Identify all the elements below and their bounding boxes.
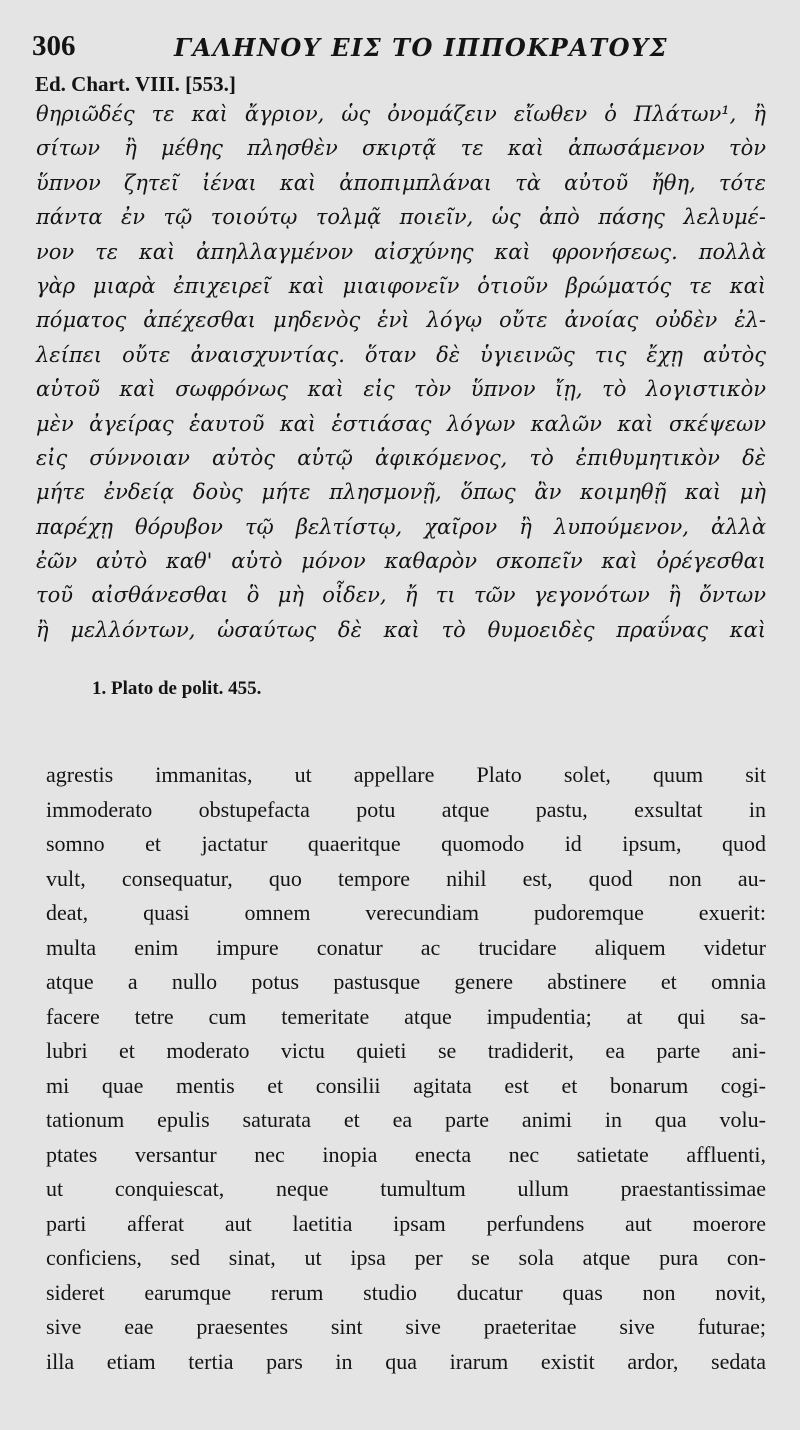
latin-line: sideret earumque rerum studio ducatur quas non novit, [46, 1279, 766, 1305]
greek-line: μήτε ἐνδείᾳ δοὺς μήτε πλησμονῇ, ὅπως ἂν κοιμηθῇ καὶ μὴ [36, 480, 766, 505]
greek-line: ὕπνον ζητεῖ ἰέναι καὶ ἀποπιμπλάναι τὰ αὐτοῦ ἤθη, τότε [36, 170, 766, 195]
greek-line: παρέχῃ θόρυβον τῷ βελτίστῳ, χαῖρον ἢ λυπούμενον, ἀλλὰ [36, 514, 766, 539]
greek-line: πάντα ἐν τῷ τοιούτῳ τολμᾷ ποιεῖν, ὡς ἀπὸ πάσης λελυμέ- [36, 205, 766, 230]
footnote: 1. Plato de polit. 455. [92, 678, 262, 699]
latin-line: vult, consequatur, quo tempore nihil est, quod non au- [46, 865, 766, 891]
greek-line: ἐῶν αὐτὸ καθ' αὑτὸ μόνον καθαρὸν σκοπεῖν καὶ ὀρέγεσθαι [36, 549, 766, 574]
latin-line: facere tetre cum temeritate atque impudentia; at qui sa- [46, 1003, 766, 1029]
page-number: 306 [32, 30, 76, 62]
greek-line: σίτων ἢ μέθης πλησθὲν σκιρτᾷ τε καὶ ἀπωσάμενον τὸν [36, 136, 766, 161]
greek-text-block [36, 97, 766, 647]
edition-reference: Ed. Chart. VIII. [553.] [35, 72, 236, 96]
latin-line: parti afferat aut laetitia ipsam perfundens aut moerore [46, 1210, 766, 1236]
greek-line: θηριῶδές τε καὶ ἄγριον, ὡς ὀνομάζειν εἴωθεν ὁ Πλάτων¹, ἢ [36, 102, 766, 126]
latin-line: somno et jactatur quaeritque quomodo id ipsum, quod [46, 831, 766, 856]
greek-line: λείπει οὔτε ἀναισχυντίας. ὅταν δὲ ὑγιεινῶς τις ἔχῃ αὐτὸς [36, 342, 766, 367]
greek-line: εἰς σύννοιαν αὐτὸς αὑτῷ ἀφικόμενος, τὸ ἐπιθυμητικὸν δὲ [36, 445, 766, 470]
latin-line: agrestis immanitas, ut appellare Plato solet, quum sit [46, 762, 766, 787]
latin-line: conficiens, sed sinat, ut ipsa per se sola atque pura con- [46, 1245, 766, 1270]
latin-line: illa etiam tertia pars in qua irarum existit ardor, sedata [46, 1348, 766, 1374]
latin-line: ptates versantur nec inopia enecta nec satietate affluenti, [46, 1141, 766, 1167]
greek-line: αὑτοῦ καὶ σωφρόνως καὶ εἰς τὸν ὕπνον ἴῃ, τὸ λογιστικὸν [36, 377, 766, 402]
greek-line: πόματος ἀπέχεσθαι μηδενὸς ἑνὶ λόγῳ οὔτε ἀνοίας οὐδὲν ἐλ- [36, 308, 766, 333]
latin-line: deat, quasi omnem verecundiam pudoremque exuerit: [46, 900, 766, 925]
latin-line: immoderato obstupefacta potu atque pastu, exsultat in [46, 796, 766, 822]
greek-line: τοῦ αἰσθάνεσθαι ὃ μὴ οἶδεν, ἤ τι τῶν γεγονότων ἢ ὄντων [36, 583, 766, 608]
running-title: ΓΑΛΗΝΟΥ ΕΙΣ ΤΟ ΙΠΠΟΚΡΑΤΟΥΣ [174, 33, 669, 62]
latin-line: lubri et moderato victu quieti se tradiderit, ea parte ani- [46, 1038, 766, 1063]
latin-line: sive eae praesentes sint sive praeteritae sive futurae; [46, 1314, 766, 1339]
greek-line: ἢ μελλόντων, ὡσαύτως δὲ καὶ τὸ θυμοειδὲς πραΰνας καὶ [36, 617, 766, 642]
greek-line: γὰρ μιαρὰ ἐπιχειρεῖ καὶ μιαιφονεῖν ὁτιοῦν βρώματός τε καὶ [36, 273, 766, 298]
latin-line: tationum epulis saturata et ea parte animi in qua volu- [46, 1107, 766, 1132]
latin-line: multa enim impure conatur ac trucidare aliquem videtur [46, 934, 766, 960]
latin-line: atque a nullo potus pastusque genere abstinere et omnia [46, 969, 766, 994]
greek-line: μὲν ἀγείρας ἑαυτοῦ καὶ ἑστιάσας λόγων καλῶν καὶ σκέψεων [36, 411, 766, 436]
greek-line: νον τε καὶ ἀπηλλαγμένον αἰσχύνης καὶ φρονήσεως. πολλὰ [36, 239, 766, 264]
latin-line: mi quae mentis et consilii agitata est et bonarum cogi- [46, 1072, 766, 1098]
latin-line: ut conquiescat, neque tumultum ullum praestantissimae [46, 1176, 766, 1201]
bleed-through-mark [440, 66, 445, 89]
latin-text-block [46, 758, 766, 1379]
